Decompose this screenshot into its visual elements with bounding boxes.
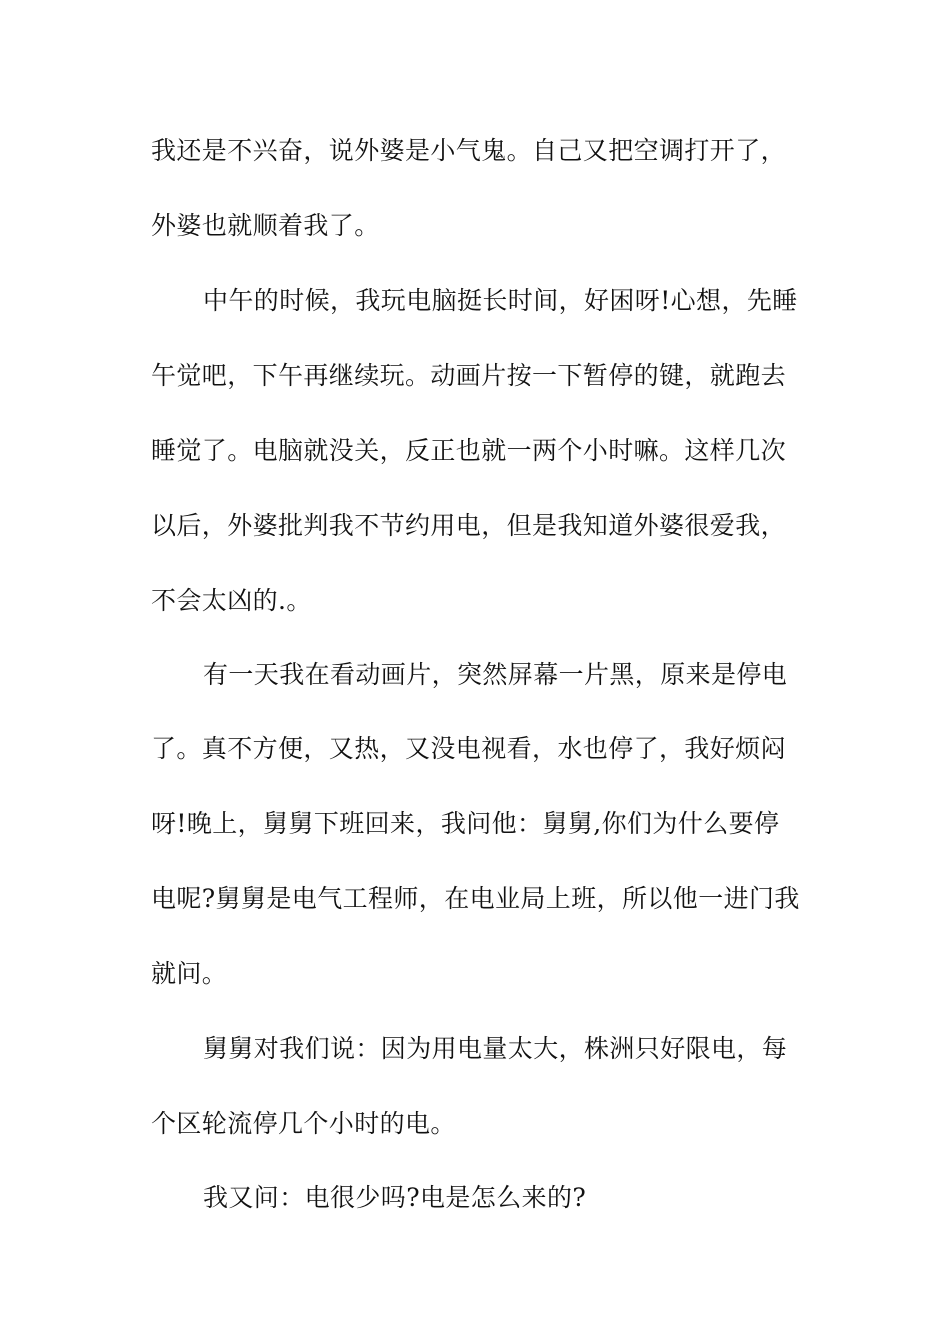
text-line: 睡觉了。电脑就没关，反正也就一两个小时嘛。这样几次 [151,436,787,465]
text-line: 了。真不方便，又热，又没电视看，水也停了，我好烦闷 [151,734,787,763]
text-line: 午觉吧，下午再继续玩。动画片按一下暂停的键，就跑去 [151,361,787,390]
text-line: 外婆也就顺着我了。 [151,211,380,240]
paragraph-start-line: 有一天我在看动画片，突然屏幕一片黑，原来是停电 [203,660,788,689]
text-line: 个区轮流停几个小时的电。 [151,1109,456,1138]
text-line: 不会太凶的.。 [151,586,312,615]
text-line: 就问。 [151,959,228,988]
paragraph-start-line: 舅舅对我们说：因为用电量太大，株洲只好限电，每 [203,1034,788,1063]
text-line: 我还是不兴奋，说外婆是小气鬼。自己又把空调打开了， [151,136,787,165]
text-line: 以后，外婆批判我不节约用电，但是我知道外婆很爱我， [151,511,787,540]
paragraph-start-line: 中午的时候，我玩电脑挺长时间，好困呀!心想，先睡 [203,286,798,315]
text-line: 呀!晚上，舅舅下班回来，我问他：舅舅,你们为什么要停 [151,809,780,838]
paragraph-start-line: 我又问：电很少吗?电是怎么来的? [203,1183,587,1212]
text-line: 电呢?舅舅是电气工程师，在电业局上班，所以他一进门我 [151,884,800,913]
